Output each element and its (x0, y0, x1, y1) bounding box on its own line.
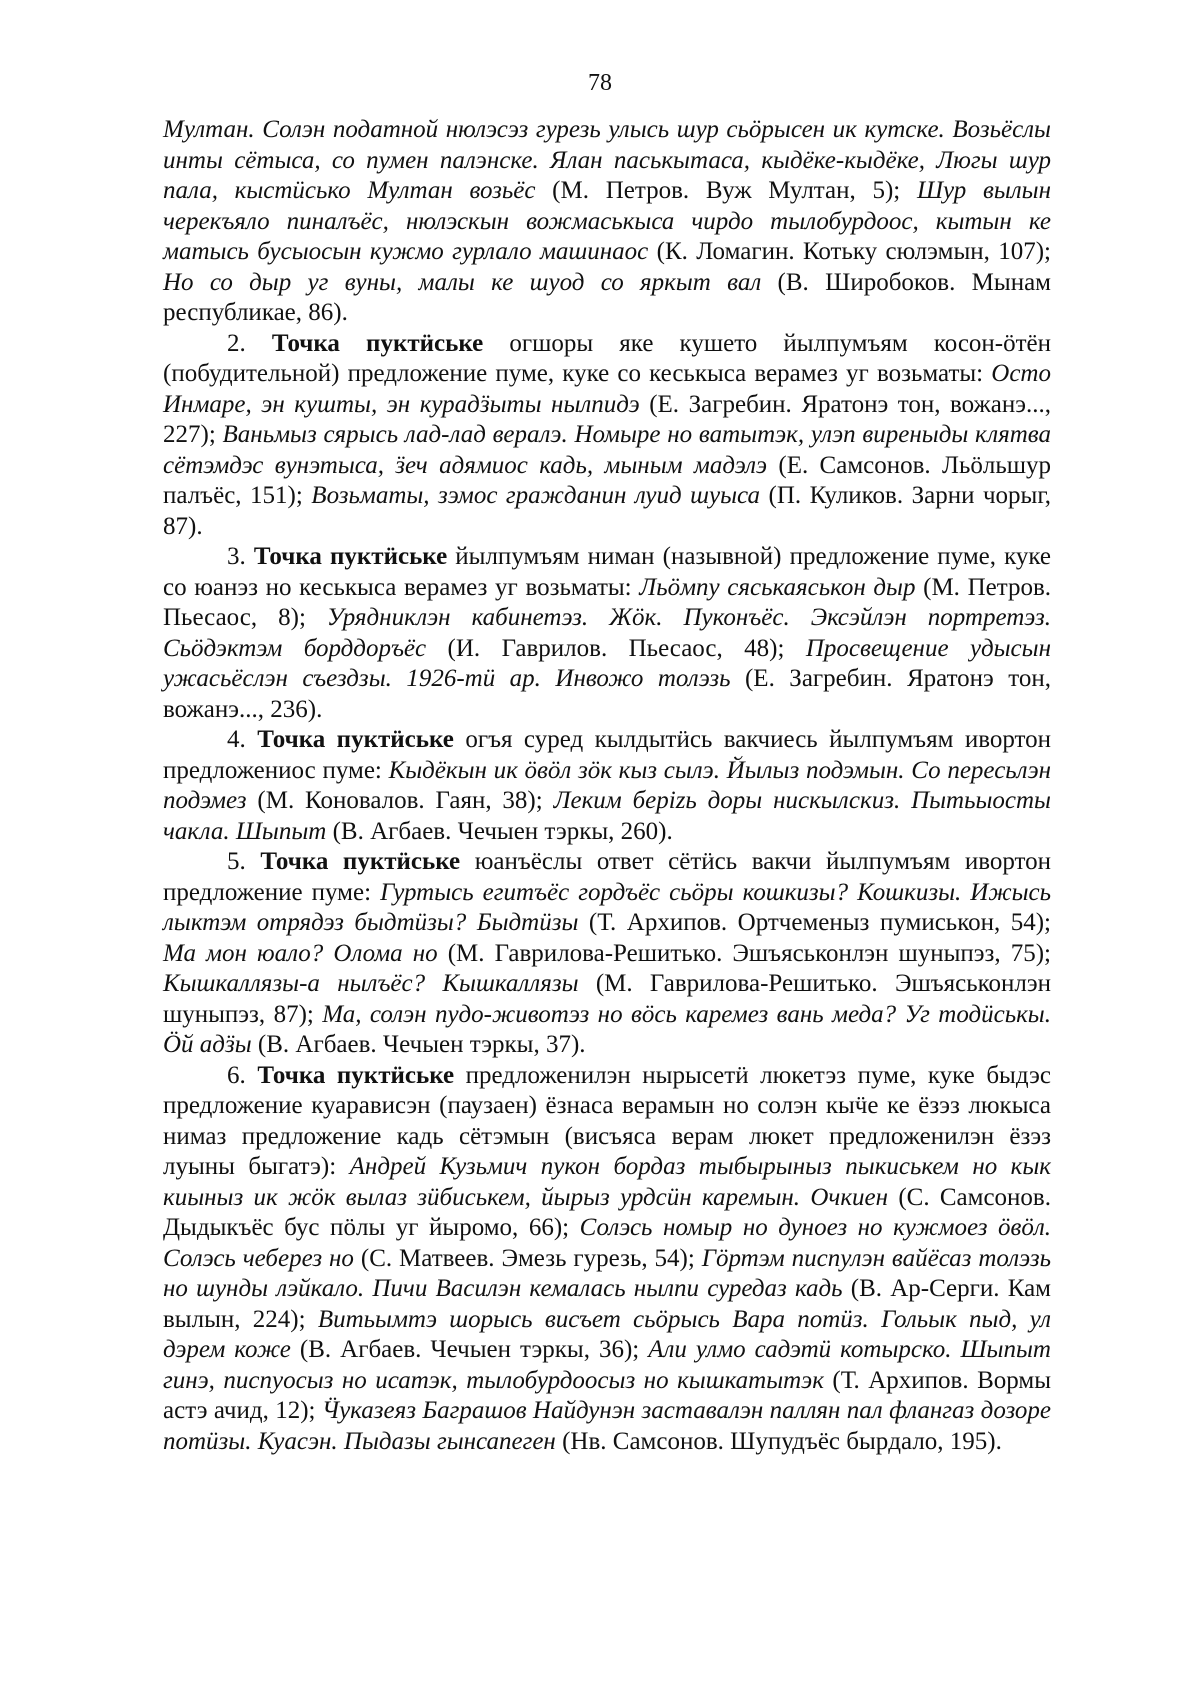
text-segment: (Е. Загребин. Яратонэ тон, вожанэ..., 227); (163, 390, 1052, 448)
text-segment: (Нв. Самсонов. Шупудъёс быpдало, 195). (555, 1427, 1002, 1455)
text-segment: (С. Самсонов. Дыдыкъёс бус пӧлы уг йыромо, 66); (163, 1183, 1051, 1241)
citation-example: Шур вылын черекъяло пиналъёс, нюлэскын вожмаськыса чирдо тылобурдоос, кытын ке матысь бусыосын кужмо гурлало машинаос (163, 177, 1051, 265)
citation-example: Мултан. Солэн податной нюлэсэз гурезь улысь шур сьӧрысен ик кутске. Возьёслы инты сётыса, со пумен палэнске. Ялан паськытаса, кыдёке-кыдёке, Люгы шур пала, кыстӥсько Мултан возьёс (163, 116, 1051, 204)
rule-term: Точка пуктӥське (257, 726, 454, 753)
paragraph-item-3 (163, 542, 1051, 725)
text-segment: (С. Матвеев. Эмезь гурезь, 54); (353, 1244, 702, 1272)
page-number: 78 (588, 70, 612, 96)
rule-term: Точка пуктӥське (253, 543, 448, 570)
citation-example: Урядниклэн кабинетэз. Жӧк. Пуконъёс. Эксэйлэн портретэз. Сьӧдэктэм борддоръёс (163, 604, 1051, 662)
text-segment: (В. Агбаев. Чечыен тэркы, 260). (326, 817, 673, 845)
citation-example: Али улмо садэтӥ котырско. Шыпыт гинэ, писпуосыз но исатэк, тылобурдоосыз но кышкатытэк (163, 1336, 1051, 1394)
citation-example: Ваньмыз сярысь лад-лад вералэ. Номыре но ватытэк, улэп виреныды клятва сётэмдэс вунэтыса, ӟеч адямиос кадь, мыным мадэлэ (163, 421, 1051, 479)
citation-example: Кыдёкын ик ӧвӧл зӧк кыз сылэ. Йылыз подэмын. Со пересьлэн подэмез (163, 756, 1052, 814)
text-segment: (И. Гаврилов. Пьесаос, 48); (426, 634, 806, 662)
citation-example: Льӧмпу сяськаяськон дыр (639, 573, 916, 601)
text-segment: предложенилэн нырысетӥ люкетэз пуме, куке быдэс предложение куарависэн (паузаен) ёзнаса верамын но солэн кыӵе ке ёзэз люкыса нимаз предложение кадь сётэмын (висъяса верам люкет предложенилэн ёзэз луыны быгатэ): (163, 1061, 1052, 1180)
citation-example: Ма мон юало? Олома но (163, 939, 438, 967)
text-segment: юанъёслы ответ сётӥсь вакчи йылпумъям ивортон предложение пуме: (163, 848, 1052, 906)
citation-example: Ма, солэн пудо-животэз но вӧсь каремез вань меда? Уг тодӥськы. Ӧй адӟы (163, 1000, 1051, 1058)
text-segment: (Е. Загребин. Яратонэ тон, вожанэ..., 236). (163, 665, 1051, 723)
rule-term: Точка пуктӥське (260, 848, 461, 875)
citation-example: Кышкаллязы-а нылъёс? Кышкаллязы (163, 970, 579, 997)
text-segment: (К. Ломагин. Котьку сюлэмын, 107); (648, 238, 1051, 265)
citation-example: Солэсь номыр но дуноез но кужмоез ӧвӧл. Солэсь чеберез но (163, 1214, 1051, 1272)
citation-example: Ӵуказеяз Баграшов Найдунэн заставалэн паллян пал флангаз дозоре потӥзы. Куасэн. Пыдазы гынсапеген (163, 1397, 1052, 1455)
paragraph-item-5 (163, 847, 1051, 1061)
text-segment: (В. Агбаев. Чечыен тэркы, 36); (290, 1336, 649, 1363)
citation-example: Витьымтэ шорысь висъет сьӧрысь Вара потӥз. Гольык пыд, ул дэрем коже (163, 1305, 1051, 1363)
text-segment: (Т. Архипов. Вормы астэ ачид, 12); (163, 1366, 1051, 1424)
page-body (163, 115, 1051, 1457)
text-segment: (П. Куликов. Зарни чорыг, 87). (163, 482, 1052, 540)
citation-example: Просвещение удысын ужасьёслэн съездзы. 1926-тӥ ар. Инвожо толэзь (163, 634, 1051, 692)
paragraph-item-4 (163, 725, 1051, 847)
citation-example: Гуртысь егитъёс гордъёс сьӧры кошкизы? Кошкизы. Ижысь лыктэм отрядэз быдтӥзы? Быдтӥзы (163, 878, 1051, 936)
text-segment: 4. (227, 726, 258, 753)
text-segment: (В. Ар-Серги. Кам вылын, 224); (163, 1275, 1051, 1333)
citation-example: Осто Инмаре, эн кушты, эн курадӟыты нылпидэ (163, 360, 1051, 418)
text-segment: огшоры яке кушето йылпумъям косон-ӧтён (побудительной) предложение пуме, куке со кеськыса верамез уг возьматы: (163, 329, 1052, 387)
text-segment: 6. (227, 1061, 258, 1089)
text-segment: (Е. Самсонов. Льӧльшур палъёс, 151); (163, 451, 1051, 509)
paragraph-continuation (163, 115, 1051, 329)
citation-example: Леким берizь доры нискылскиз. Пытьыосты чакла. Шыпыт (163, 787, 1051, 845)
text-segment: (В. Широбоков. Мынам республикае, 86). (163, 268, 1051, 326)
citation-example: Андрей Кузьмич пукон бордаз тыбырыныз пыкиськем но кык киыныз ик жӧк вылаз зӥбиськем, йырыз урдсӥн каремын. Очкиен (163, 1153, 1052, 1211)
citation-example: Но со дыр уг вуны, малы ке шуод со яркыт вал (163, 268, 762, 296)
rule-term: Точка пуктӥське (271, 329, 484, 357)
citation-example: Возьматы, зэмос гражданин луид шуыса (311, 482, 761, 509)
citation-example: Гӧртэм писпулэн вайёсаз толэзь но шунды лэйкало. Пичи Василэн кемалась нылпи суредаз кадь (163, 1244, 1051, 1302)
text-segment: огъя суред кылдытӥсь вакчиесь йылпумъям ивортон предложениос пуме: (163, 726, 1052, 784)
text-segment: (Т. Архипов. Ортчеменыз пумиськон, 54); (578, 909, 1051, 936)
text-segment: 2. (227, 329, 272, 357)
paragraph-item-6 (163, 1061, 1051, 1458)
text-segment: 3. (227, 543, 254, 570)
text-segment: (М. Петров. Пьесаос, 8); (163, 573, 1051, 631)
text-segment: (В. Агбаев. Чечыен тэркы, 37). (251, 1031, 586, 1058)
text-segment: (М. Гаврилова-Решитько. Эшъяськонлэн шуныпэз, 75); (437, 939, 1051, 967)
rule-term: Точка пуктӥське (257, 1061, 455, 1089)
text-segment: (М. Петров. Вуж Мултан, 5); (535, 177, 917, 204)
text-segment: 5. (227, 848, 261, 875)
text-segment: йылпумъям ниман (назывной) предложение пуме, куке со юанэз но кеськыса верамез уг возьматы: (163, 543, 1052, 601)
text-segment: (М. Коновалов. Гаян, 38); (246, 787, 554, 814)
paragraph-item-2 (163, 329, 1051, 543)
text-segment: (М. Гаврилова-Решитько. Эшъяськонлэн шуныпэз, 87); (163, 970, 1051, 1028)
